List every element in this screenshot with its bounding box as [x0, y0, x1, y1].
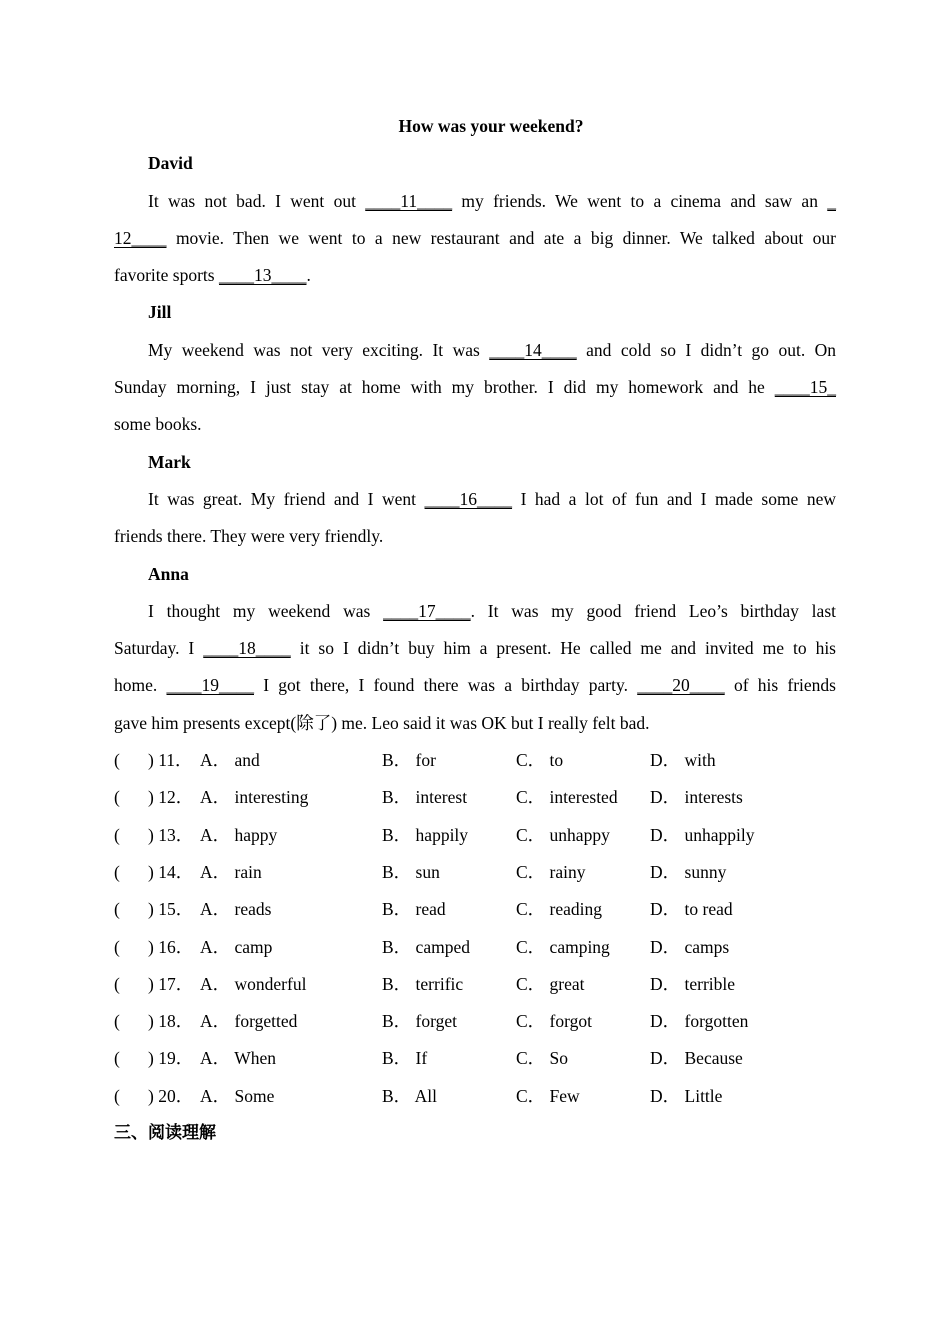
- answer-paren[interactable]: (: [114, 1011, 120, 1032]
- option-a: A． wonderful: [200, 973, 307, 994]
- question-13: [114, 817, 836, 854]
- option-d: D． interests: [650, 787, 743, 808]
- blank-13: ____13____: [218, 265, 307, 286]
- option-b: B． happily: [382, 824, 469, 845]
- passage-line: It was not bad. I went out ____11____ my friends. We went to a cinema and saw an _: [114, 183, 836, 220]
- answer-paren[interactable]: (: [114, 750, 120, 771]
- question-number: ) 13．: [148, 824, 194, 845]
- option-b: B． read: [382, 899, 446, 920]
- answer-paren[interactable]: (: [114, 861, 120, 882]
- option-d: D． sunny: [650, 861, 727, 882]
- option-c: C． interested: [516, 787, 618, 808]
- option-a: A． forgetted: [200, 1011, 298, 1032]
- passage-title: How was your weekend?: [398, 116, 584, 136]
- speaker-anna: Anna: [148, 563, 189, 584]
- question-number: ) 18．: [148, 1011, 194, 1032]
- question-11: [114, 742, 836, 779]
- question-number: ) 19．: [148, 1048, 194, 1069]
- question-number: ) 17．: [148, 973, 194, 994]
- question-20: [114, 1078, 836, 1115]
- question-17: [114, 966, 836, 1003]
- option-a: A． rain: [200, 861, 262, 882]
- section-heading: 三、阅读理解: [114, 1123, 216, 1144]
- passage-line: gave him presents except(除了) me. Leo said it was OK but I really felt bad.: [114, 712, 650, 733]
- answer-paren[interactable]: (: [114, 787, 120, 808]
- option-a: A． reads: [200, 899, 272, 920]
- option-a: A． and: [200, 750, 260, 771]
- option-b: B． for: [382, 750, 436, 771]
- option-a: A． camp: [200, 936, 273, 957]
- option-a: A． happy: [200, 824, 278, 845]
- blank-14: ____14____: [489, 339, 577, 360]
- question-number: ) 14．: [148, 861, 194, 882]
- speaker-jill: Jill: [148, 302, 172, 323]
- answer-paren[interactable]: (: [114, 936, 120, 957]
- passage-line: home. ____19____ I got there, I found there was a birthday party. ____20____ of his friends: [114, 667, 836, 704]
- blank-12-start: _: [827, 190, 836, 211]
- passage-line: Saturday. I ____18____ it so I didn’t buy him a present. He called me and invited me to his: [114, 630, 836, 667]
- option-c: C． reading: [516, 899, 603, 920]
- question-15: [114, 891, 836, 928]
- passage-line: Sunday morning, I just stay at home with my brother. I did my homework and he ____15_: [114, 369, 836, 406]
- passage-line: friends there. They were very friendly.: [114, 526, 384, 547]
- option-a: A． Some: [200, 1085, 275, 1106]
- document-page: [114, 108, 836, 1152]
- blank-15: ____15_: [774, 377, 836, 398]
- passage-line: favorite sports ____13____.: [114, 257, 836, 294]
- option-b: B． forget: [382, 1011, 458, 1032]
- option-b: B． camped: [382, 936, 470, 957]
- option-d: D． Because: [650, 1048, 743, 1069]
- blank-16: ____16____: [424, 488, 513, 509]
- answer-paren[interactable]: (: [114, 973, 120, 994]
- blank-19: ____19____: [166, 675, 254, 696]
- answer-paren[interactable]: (: [114, 1048, 120, 1069]
- option-b: B． interest: [382, 787, 468, 808]
- blank-17: ____17____: [383, 600, 471, 621]
- option-c: C． forgot: [516, 1011, 592, 1032]
- answer-paren[interactable]: (: [114, 824, 120, 845]
- option-d: D． forgotten: [650, 1011, 749, 1032]
- blank-20: ____20____: [637, 675, 725, 696]
- question-16: [114, 929, 836, 966]
- passage-line: I thought my weekend was ____17____. It was my good friend Leo’s birthday last: [114, 593, 836, 630]
- answer-paren[interactable]: (: [114, 1085, 120, 1106]
- question-18: [114, 1003, 836, 1040]
- option-c: C． camping: [516, 936, 610, 957]
- option-d: D． to read: [650, 899, 733, 920]
- option-d: D． with: [650, 750, 716, 771]
- question-19: [114, 1040, 836, 1077]
- option-d: D． camps: [650, 936, 730, 957]
- option-c: C． So: [516, 1048, 569, 1069]
- passage-line: It was great. My friend and I went ____16____ I had a lot of fun and I made some new: [114, 481, 836, 518]
- question-number: ) 11．: [148, 750, 193, 771]
- option-d: D． terrible: [650, 973, 736, 994]
- option-d: D． unhappily: [650, 824, 755, 845]
- option-b: B． All: [382, 1085, 437, 1106]
- passage-line: 12____ movie. Then we went to a new restaurant and ate a big dinner. We talked about our: [114, 220, 836, 257]
- option-c: C． unhappy: [516, 824, 610, 845]
- speaker-mark: Mark: [148, 451, 191, 472]
- question-number: ) 12．: [148, 787, 194, 808]
- question-number: ) 20．: [148, 1085, 194, 1106]
- option-c: C． great: [516, 973, 585, 994]
- passage-line: My weekend was not very exciting. It was ____14____ and cold so I didn’t go out. On: [114, 332, 836, 369]
- question-number: ) 15．: [148, 899, 194, 920]
- option-a: A． interesting: [200, 787, 309, 808]
- answer-paren[interactable]: (: [114, 899, 120, 920]
- option-b: B． If: [382, 1048, 428, 1069]
- option-b: B． sun: [382, 861, 440, 882]
- question-14: [114, 854, 836, 891]
- question-number: ) 16．: [148, 936, 194, 957]
- option-c: C． Few: [516, 1085, 580, 1106]
- option-c: C． rainy: [516, 861, 586, 882]
- option-b: B． terrific: [382, 973, 464, 994]
- blank-12: 12____: [114, 227, 167, 248]
- speaker-david: David: [148, 153, 193, 174]
- option-d: D． Little: [650, 1085, 723, 1106]
- blank-11: ____11____: [365, 190, 453, 211]
- question-12: [114, 779, 836, 816]
- option-a: A． When: [200, 1048, 276, 1069]
- passage-line: some books.: [114, 414, 202, 435]
- option-c: C． to: [516, 750, 564, 771]
- blank-18: ____18____: [203, 638, 291, 659]
